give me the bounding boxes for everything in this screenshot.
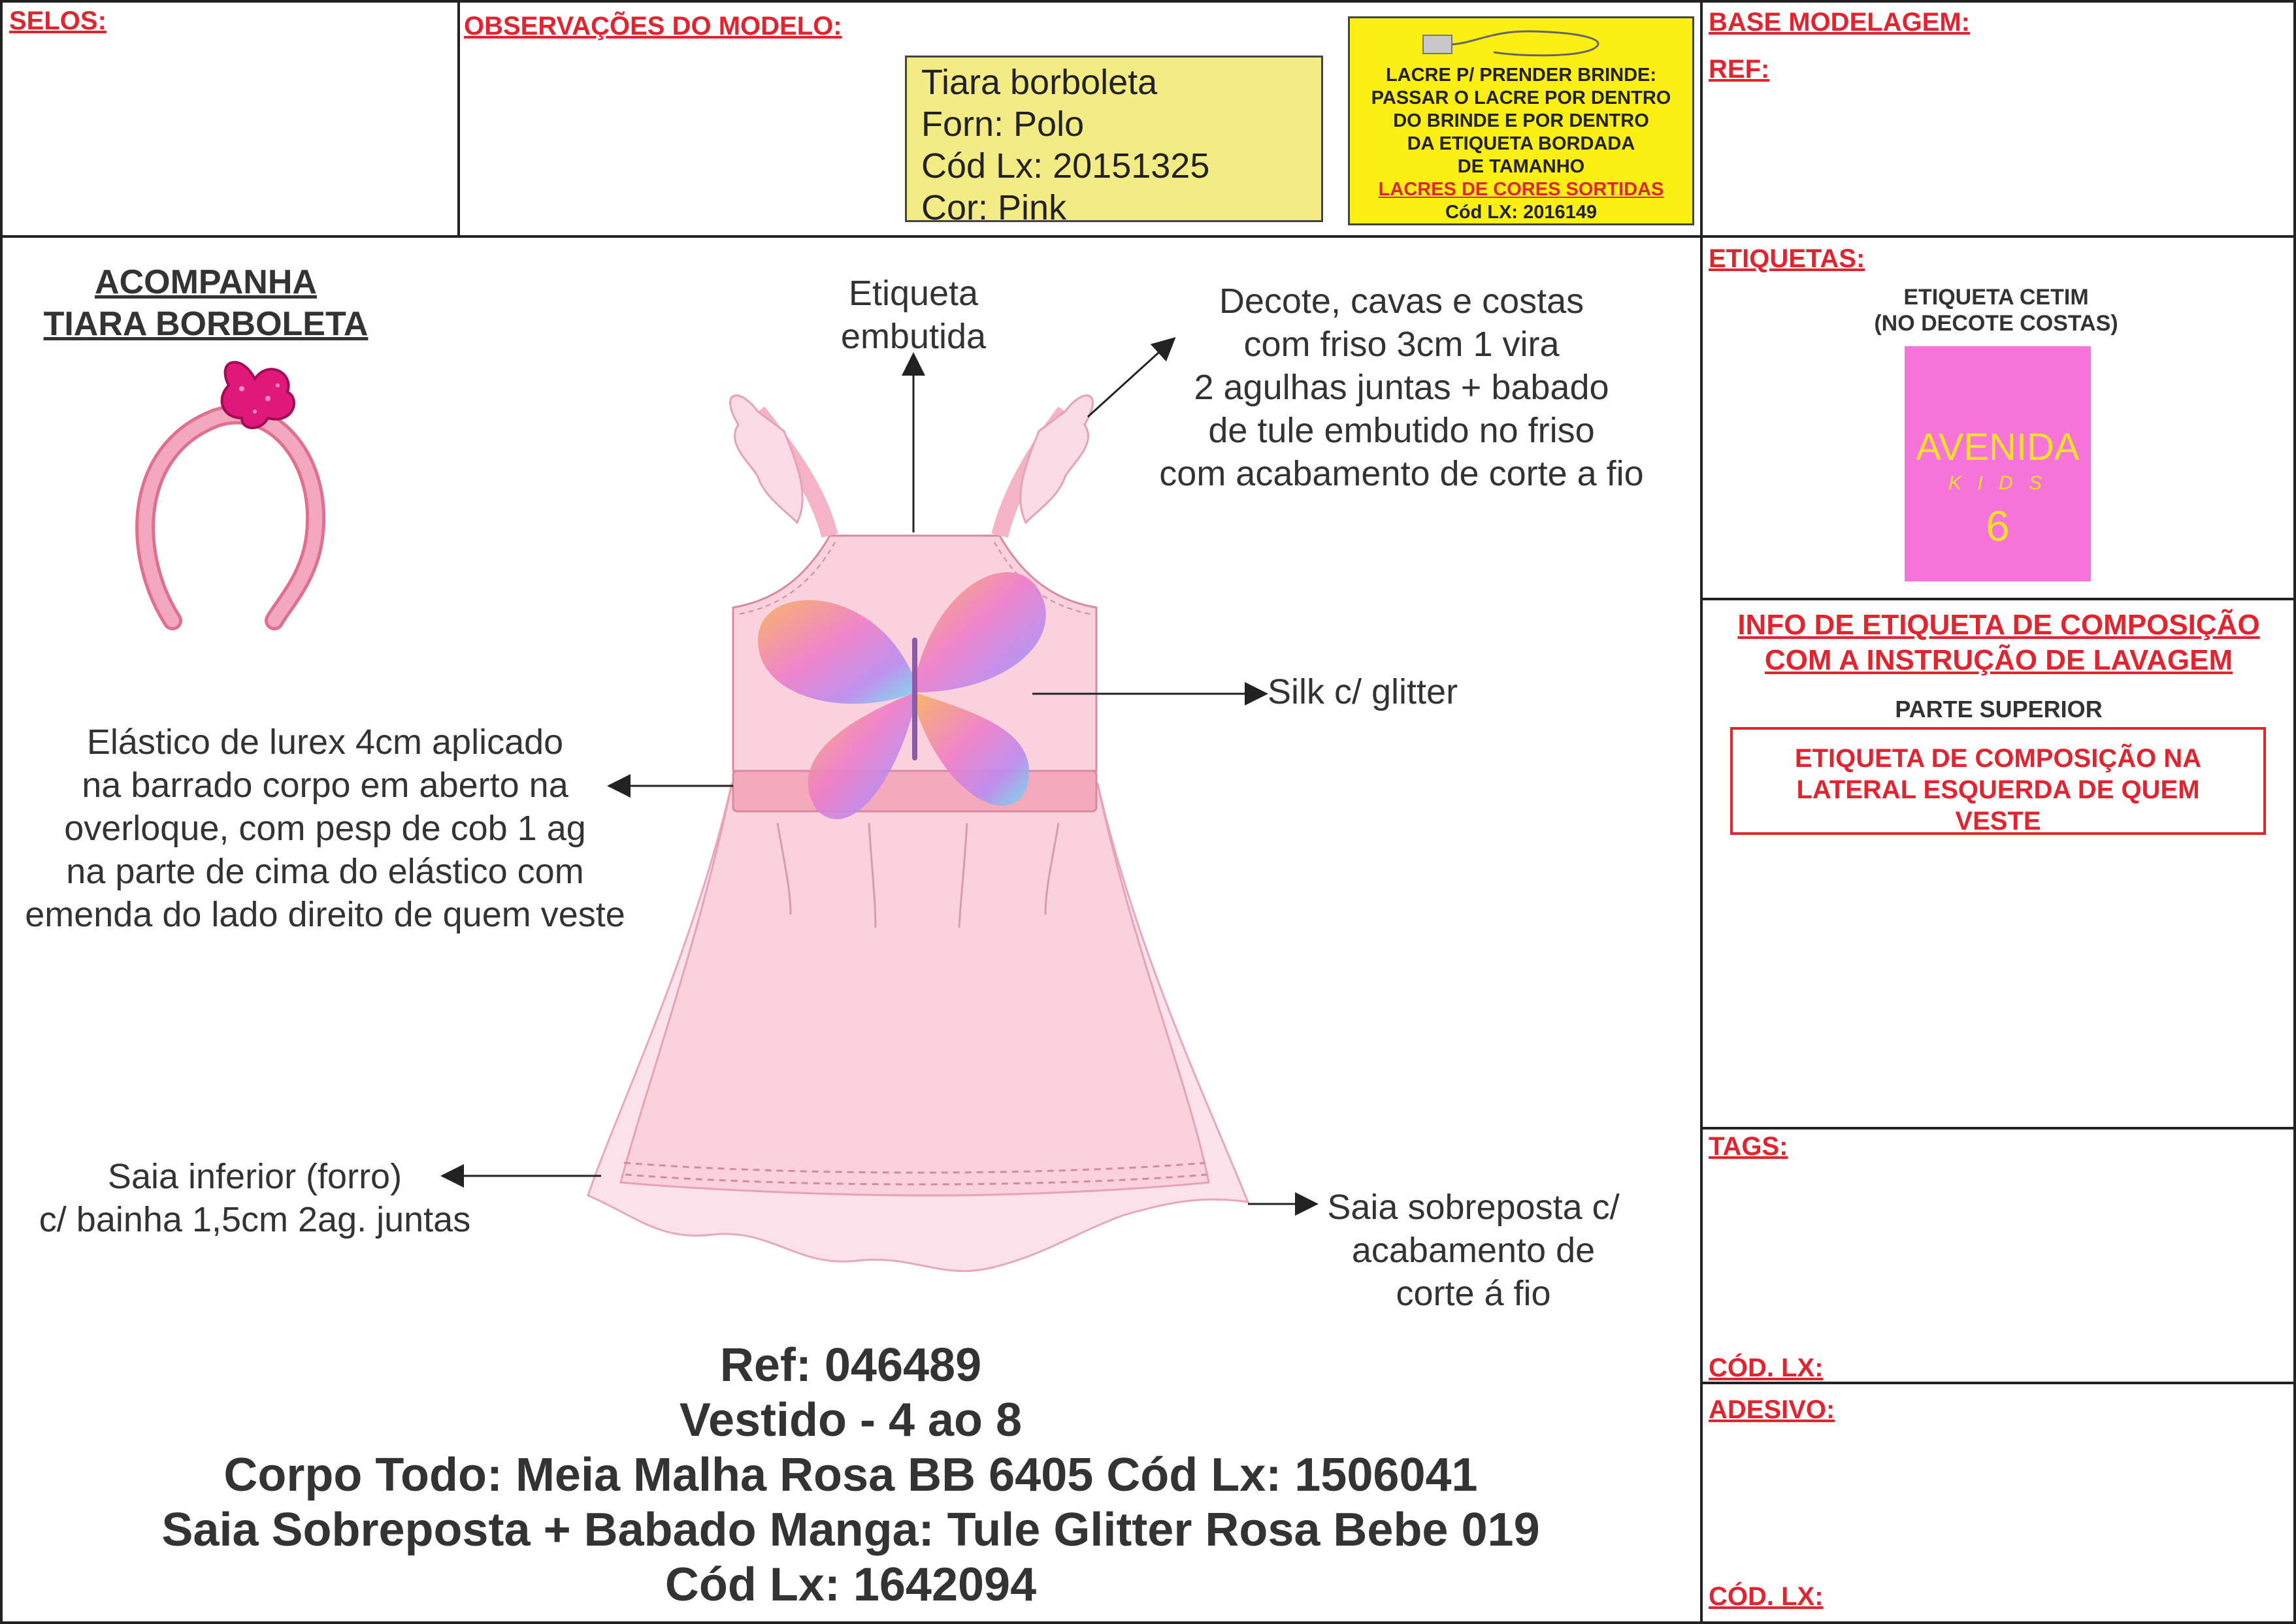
annotation-decote-line4: de tule embutido no friso [1208,411,1595,450]
comp-line1: ETIQUETA DE COMPOSIÇÃO NA [1794,744,2202,773]
annotation-elastico-line2: na barrado corpo em aberto na [82,766,568,805]
product-cod: Cód Lx: 1642094 [664,1559,1037,1611]
etiqueta-cetim-title [1810,284,2182,336]
observacoes-label: OBSERVAÇÕES DO MODELO: [464,12,842,41]
lacre-code: Cód LX: 2016149 [1445,202,1598,223]
label-brand: AVENIDA [1916,426,2080,468]
product-corpo: Corpo Todo: Meia Malha Rosa BB 6405 Cód Lx: 1506041 [223,1449,1478,1501]
tags-cod-lx-label: CÓD. LX: [1709,1354,1824,1382]
accessory-title-line1: ACOMPANHA [95,263,317,301]
annotation-saia-inferior [26,1155,484,1241]
lacre-line: DO BRINDE E POR DENTRO [1393,110,1649,131]
annotation-saia-sobreposta-line3: corte á fio [1396,1274,1551,1313]
adesivo-cod-lx-label: CÓD. LX: [1709,1582,1824,1611]
annotation-etiqueta-line2: embutida [840,317,987,356]
accessory-title-line2: TIARA BORBOLETA [43,305,369,343]
annotation-elastico-line3: overloque, com pesp de cob 1 ag [64,809,586,848]
comp-line2: LATERAL ESQUERDA DE QUEM [1796,775,2200,804]
right-divider-1 [1701,598,2296,600]
info-composicao-heading [1701,608,2296,678]
comp-line3: VESTE [1955,807,2041,836]
annotation-elastico [0,721,650,936]
annotation-silk: Silk c/ glitter [1268,672,1458,711]
info-line1: INFO DE ETIQUETA DE COMPOSIÇÃO [1737,609,2260,641]
selos-label: SELOS: [9,7,107,35]
lacre-line: DA ETIQUETA BORDADA [1407,133,1635,154]
product-ref: Ref: 046489 [719,1339,982,1391]
outer-right [2293,0,2296,1624]
tags-label: TAGS: [1709,1132,1788,1161]
parte-superior-label: PARTE SUPERIOR [1895,696,2103,723]
annotation-elastico-line5: emenda do lado direito de quem veste [25,895,625,934]
annotation-elastico-line4: na parte de cima do elástico com [66,852,584,891]
info-line2: COM A INSTRUÇÃO DE LAVAGEM [1764,644,2233,676]
satin-label-swatch [1905,346,2091,581]
lacre-line: PASSAR O LACRE POR DENTRO [1371,88,1671,108]
annotation-elastico-line1: Elástico de lurex 4cm aplicado [86,723,564,762]
ref-label: REF: [1709,55,1770,84]
annotation-saia-sobreposta-line2: acabamento de [1351,1231,1596,1270]
etiquetas-label: ETIQUETAS: [1709,244,1865,273]
annotation-decote-line1: Decote, cavas e costas [1219,282,1584,321]
product-saia: Saia Sobreposta + Babado Manga: Tule Glitter Rosa Bebe 019 [161,1504,1540,1556]
product-name: Vestido - 4 ao 8 [679,1394,1023,1446]
label-sub: K I D S [1948,472,2048,494]
etiqueta-cetim-line1: ETIQUETA CETIM [1903,285,2089,310]
annotation-saia-sobreposta-line1: Saia sobreposta c/ [1327,1188,1620,1227]
label-size: 6 [1986,502,2010,550]
annotation-decote [1134,280,1669,495]
obs-line: Tiara borboleta [921,63,1158,102]
annotation-saia-inferior-line2: c/ bainha 1,5cm 2ag. juntas [39,1200,471,1239]
adesivo-label: ADESIVO: [1709,1395,1835,1424]
lacre-line: DE TAMANHO [1457,156,1585,177]
obs-line: Forn: Polo [921,105,1085,144]
etiqueta-cetim-line2: (NO DECOTE COSTAS) [1874,311,2118,336]
annotation-saia-sobreposta [1307,1186,1640,1315]
obs-line: Cód Lx: 20151325 [921,146,1210,186]
annotation-saia-inferior-line1: Saia inferior (forro) [107,1157,402,1196]
lacre-sortidas: LACRES DE CORES SORTIDAS [1378,179,1664,200]
right-divider-2 [1701,1127,2296,1129]
annotation-etiqueta [815,272,1011,358]
annotation-etiqueta-line1: Etiqueta [848,274,979,313]
annotation-decote-line5: com acabamento de corte a fio [1159,454,1644,493]
lacre-line: LACRE P/ PRENDER BRINDE: [1385,65,1657,86]
annotation-decote-line2: com friso 3cm 1 vira [1243,325,1560,364]
annotation-decote-line3: 2 agulhas juntas + babado [1194,368,1609,407]
composition-label-box [1730,727,2266,835]
obs-line: Cor: Pink [921,188,1067,227]
base-modelagem-label: BASE MODELAGEM: [1709,8,1970,37]
